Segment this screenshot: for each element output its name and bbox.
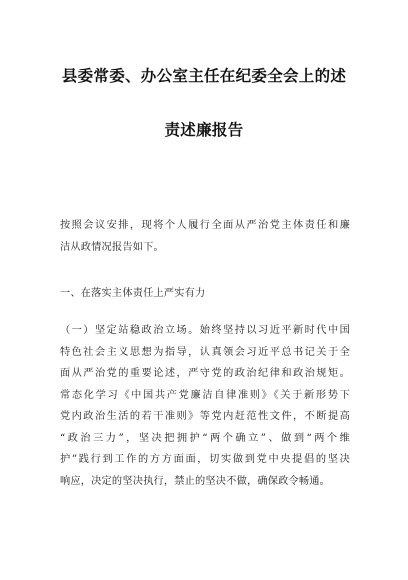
document-title-line-1: 县委常委、办公室主任在纪委全会上的述 <box>61 67 347 85</box>
paragraph-line: 党内政治生活的若干准则》等党内赶范性文件，不断提高 <box>60 411 350 422</box>
intro-line-1: 按照会议安排，现将个人履行全面从严治党主体责任和廉 <box>60 220 350 231</box>
paragraph-line: 常态化学习《中国共产党廉洁自律准则》《关于新形势下 <box>60 389 350 401</box>
paragraph-line: （一）坚定站稳政治立场。始终坚持以习近平新时代中国 <box>60 325 350 336</box>
paragraph-line: “政治三力”，坚决把拥护“两个确立”、做到“两个维 <box>60 432 350 444</box>
document-title-line-2: 责述廉报告 <box>164 121 244 139</box>
intro-line-2: 洁从政情况报告如下。 <box>60 241 164 253</box>
paragraph-line: 响应，决定的坚决执行，禁止的坚决不做，确保政令畅通。 <box>60 475 331 487</box>
intro-paragraph <box>60 215 350 258</box>
section-heading <box>60 283 350 305</box>
section-1-heading: 一、在落实主体责任上严实有力 <box>60 288 206 299</box>
paragraph-line: 面从严治党的重要论述，严守党的政治纪律和政治规矩。 <box>60 368 350 379</box>
subsection-1-paragraph <box>60 320 350 492</box>
paragraph-line: 护”践行到工作的方方面面，切实做到党中央提倡的坚决 <box>60 454 350 465</box>
paragraph-line: 特色社会主义思想为指导，认真领会习近平总书记关于全 <box>60 346 350 358</box>
